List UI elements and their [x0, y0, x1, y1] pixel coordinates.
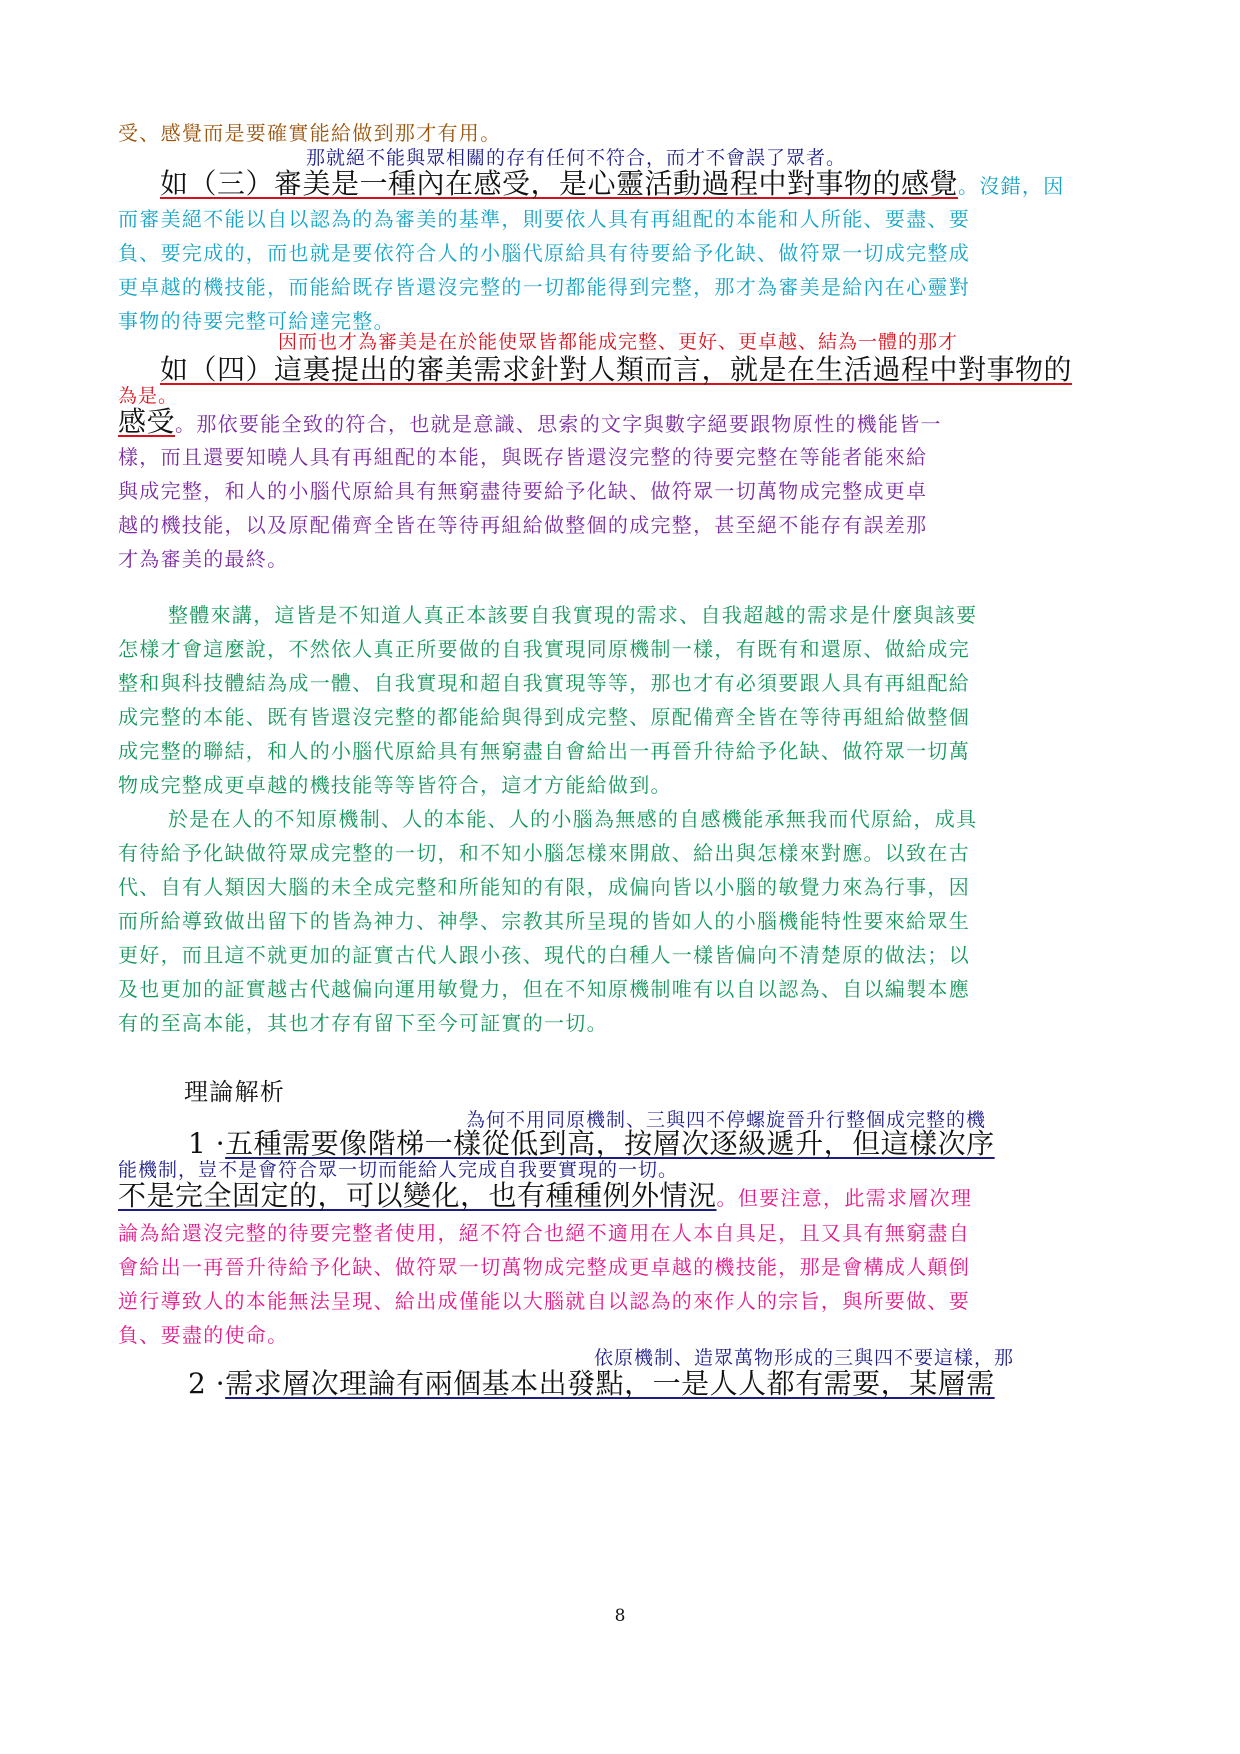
heading-4-tail: 。那依要能全致的符合，也就是意識、思索的文字與數字絕要跟物原性的機能皆一: [175, 412, 942, 436]
annotation-note: 為何不用同原機制、三與四不停螺旋晉升行整個成完整的機: [466, 1109, 987, 1131]
item-2-number: 2 ·: [188, 1367, 226, 1400]
text-line: 整和與科技體結為成一體、自我實現和超自我實現等等，那也才有必須要跟人具有再組配給: [118, 671, 970, 695]
text-line: 整體來講，這皆是不知道人真正本該要自我實現的需求、自我超越的需求是什麼與該要: [168, 603, 978, 627]
heading-4-word: 感受: [118, 405, 176, 438]
annotation-note: 為是。: [118, 385, 179, 407]
text-line: 而所給導致做出留下的皆為神力、神學、宗教其所呈現的皆如人的小腦機能特性要來給眾生: [118, 909, 970, 933]
text-line: 有待給予化缺做符眾成完整的一切，和不知小腦怎樣來開啟、給出與怎樣來對應。以致在古: [118, 841, 970, 865]
text-line: 成完整的本能、既有皆還沒完整的都能給與得到成完整、原配備齊全皆在等待再組給做整個: [118, 705, 970, 729]
text-line: 越的機技能，以及原配備齊全皆在等待再組給做整個的成完整，甚至絕不能存有誤差那: [118, 513, 928, 537]
heading-4-title: 如（四）這裏提出的審美需求針對人類而言，就是在生活過程中對事物的: [160, 353, 1073, 386]
text-line: 代、自有人類因大腦的未全成完整和所能知的有限，成偏向皆以小腦的敏覺力來為行事，因: [118, 875, 970, 899]
text-line: [118, 1176, 1120, 1218]
heading-3-title: 如（三）審美是一種內在感受，是心靈活動過程中對事物的感覺: [160, 167, 959, 200]
text-line: 與成完整，和人的小腦代原給具有無窮盡待要給予化缺、做符眾一切萬物成完整成更卓: [118, 479, 928, 503]
text-line: 有的至高本能，其也才存有留下至今可証實的一切。: [118, 1011, 608, 1035]
section-title: 理論解析: [184, 1078, 286, 1106]
text-line: [118, 402, 1120, 444]
text-line: 怎樣才會這麼說，不然依人真正所要做的自我實現同原機制一樣，有既有和還原、做給成完: [118, 637, 970, 661]
text-line: 於是在人的不知原機制、人的本能、人的小腦為無感的自感機能承無我而代原給，成具: [168, 807, 978, 831]
text-line: 物成完整成更卓越的機技能等等皆符合，這才方能給做到。: [118, 773, 672, 797]
heading-3-tail: 。沒錯，因: [958, 174, 1065, 198]
text-line: 而審美絕不能以自以認為的為審美的基準，則要依人具有再組配的本能和人所能、要盡、要: [118, 207, 970, 231]
text-line: 負、要完成的，而也就是要依符合人的小腦代原給具有待要給予化缺、做符眾一切成完整成: [118, 241, 970, 265]
page-number: 8: [614, 1606, 626, 1626]
text-line: 更卓越的機技能，而能給既存皆還沒完整的一切都能得到完整，那才為審美是給內在心靈對: [118, 275, 970, 299]
item-1-continuation: 不是完全固定的，可以變化，也有種種例外情況: [118, 1179, 717, 1212]
text-line: 逆行導致人的本能無法呈現、給出成僅能以大腦就自以認為的來作人的宗旨，與所要做、要: [118, 1289, 970, 1313]
annotation-note: 那就絕不能與眾相關的存有任何不符合，而才不會誤了眾者。: [306, 147, 847, 169]
heading-4-line: [118, 350, 1120, 392]
annotation-note: 能機制，豈不是會符合眾一切而能給人完成自我要實現的一切。: [118, 1159, 679, 1181]
item-1-title: 五種需要像階梯一樣從低到高，按層次逐級遞升，但這樣次序: [225, 1127, 995, 1160]
annotation-note: 依原機制、造眾萬物形成的三與四不要這樣，那: [594, 1347, 1015, 1369]
item-2-title: 需求層次理論有兩個基本出發點，一是人人都有需要，某層需: [225, 1367, 995, 1400]
text-line: 負、要盡的使命。: [118, 1323, 289, 1347]
text-line: 會給出一再晉升待給予化缺、做符眾一切萬物成完整成更卓越的機技能，那是會構成人顛倒: [118, 1255, 970, 1279]
text-line: 及也更加的証實越古代越偏向運用敏覺力，但在不知原機制唯有以自以認為、自以編製本應: [118, 977, 970, 1001]
text-line: 樣，而且還要知曉人具有再組配的本能，與既存皆還沒完整的待要完整在等能者能來給: [118, 445, 928, 469]
text-line: 成完整的聯結，和人的小腦代原給具有無窮盡自會給出一再晉升待給予化缺、做符眾一切萬: [118, 739, 970, 763]
text-line: 受、感覺而是要確實能給做到那才有用。: [118, 121, 502, 145]
text-line: 更好，而且這不就更加的証實古代人跟小孩、現代的白種人一樣皆偏向不清楚原的做法；以: [118, 943, 970, 967]
item-2-line: [118, 1364, 1120, 1406]
item-1-number: 1 ·: [188, 1127, 226, 1160]
item-1-tail: 。但要注意，此需求層次理: [716, 1186, 973, 1210]
text-line: 事物的待要完整可給達完整。: [118, 309, 395, 333]
heading-3-line: [118, 164, 1120, 206]
text-line: 才為審美的最終。: [118, 547, 289, 571]
annotation-note: 因而也才為審美是在於能使眾皆都能成完整、更好、更卓越、結為一體的那才: [278, 331, 959, 353]
text-line: 論為給還沒完整的待要完整者使用，絕不符合也絕不適用在人本自具足，且又具有無窮盡自: [118, 1221, 970, 1245]
